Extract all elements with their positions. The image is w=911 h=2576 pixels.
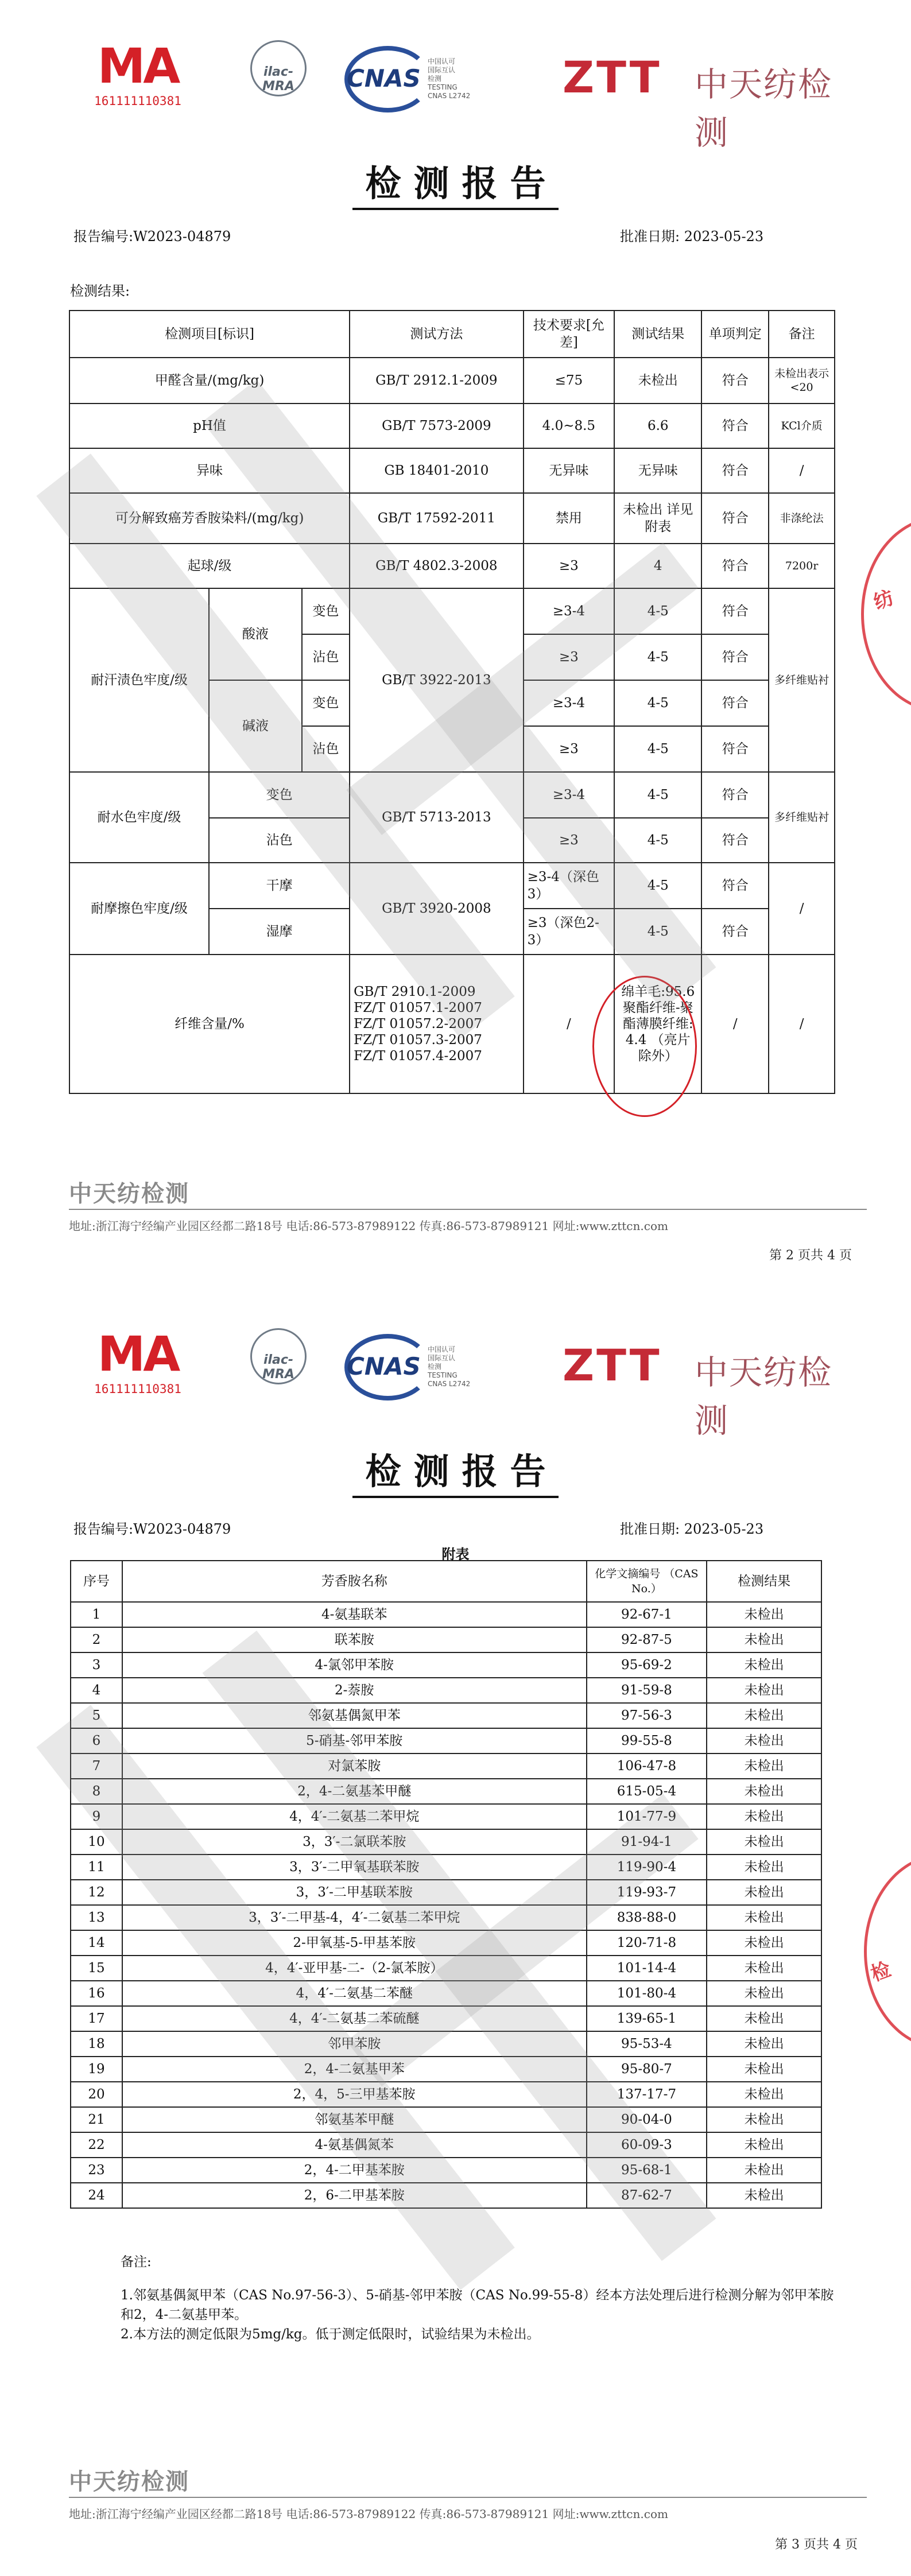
cell: 未检出 [707, 1880, 821, 1905]
cell: 90-04-0 [587, 2107, 707, 2132]
note-line: 1.邻氨基偶氮甲苯（CAS No.97-56-3）、5-硝基-邻甲苯胺（CAS No.99-55-8）经本方法处理后进行检测分解为邻甲苯胺和2，4-二氨基甲苯。 [121, 2288, 834, 2322]
cell: 甲醛含量/(mg/kg) [69, 358, 350, 404]
cell: 绵羊毛:95.6 聚酯纤维-聚酯薄膜纤维: 4.4 （亮片除外） [614, 955, 701, 1093]
cell: 2，4-二氨基甲苯 [122, 2057, 587, 2082]
cell: 20 [71, 2082, 122, 2107]
header-cell: 测试方法 [350, 311, 523, 358]
ilac-text: ilac-MRA [262, 1353, 294, 1382]
seal-stamp-text: 纺 [870, 586, 897, 615]
cell: 符合 [701, 544, 769, 588]
cell: 2，6-二甲基苯胺 [122, 2183, 587, 2208]
cell: 4-5 [614, 772, 701, 818]
cnas-sub-line: 检测 [428, 1363, 442, 1371]
method-line: FZ/T 01057.4-2007 [354, 1049, 482, 1064]
cell: 符合 [701, 448, 769, 493]
cnas-sub-line: 国际互认 [428, 66, 456, 74]
cell: 3，3′-二甲氧基联苯胺 [122, 1855, 587, 1880]
cell: 多纤维贴衬 [769, 772, 835, 863]
cell: 未检出 [614, 358, 701, 404]
cell: 未检出 [707, 2057, 821, 2082]
cell: 101-14-4 [587, 1956, 707, 1981]
cell: 95-53-4 [587, 2031, 707, 2057]
cell: 干摩 [209, 863, 350, 909]
cell: 4，4′-二氨基二苯醚 [122, 1981, 587, 2006]
cell: ≥3-4 [524, 680, 615, 726]
cell: / [769, 863, 835, 955]
cell: 沾色 [209, 818, 350, 863]
cell: 2，4-二氨基苯甲醚 [122, 1779, 587, 1804]
table-row [69, 404, 835, 448]
method-line: GB/T 2910.1-2009 [354, 984, 476, 999]
table-row [69, 493, 835, 544]
cell: GB/T 4802.3-2008 [350, 544, 523, 588]
cell: 3，3′-二甲基-4，4′-二氨基二苯甲烷 [122, 1905, 587, 1930]
cma-mark: MA [97, 1326, 179, 1382]
cma-logo [86, 1328, 189, 1396]
cell: 未检出 详见附表 [614, 493, 701, 544]
cell: 酸液 [209, 588, 302, 680]
ztt-brand: ZTT [563, 1340, 662, 1391]
fiber-methods-cell [350, 955, 523, 1093]
cell: 8 [71, 1779, 122, 1804]
page-title [0, 155, 911, 206]
cnas-logo [344, 1334, 488, 1414]
cell: 119-93-7 [587, 1880, 707, 1905]
footer-logo: 中天纺检测 [69, 1181, 189, 1207]
cell: / [524, 955, 615, 1093]
cell: 耐汗渍色牢度/级 [69, 588, 209, 772]
cell: 119-90-4 [587, 1855, 707, 1880]
header-cell: 检测项目[标识] [69, 311, 350, 358]
table-row [71, 1855, 821, 1880]
approve-date: 批准日期: 2023-05-23 [620, 228, 764, 245]
cell: 未检出 [707, 1728, 821, 1753]
cell: 无异味 [524, 448, 615, 493]
table-row [71, 1602, 821, 1627]
cell: 起球/级 [69, 544, 350, 588]
cell: 2-甲氧基-5-甲基苯胺 [122, 1930, 587, 1956]
cell: 13 [71, 1905, 122, 1930]
cell: 4-氨基联苯 [122, 1602, 587, 1627]
table-row [71, 1880, 821, 1905]
cell: 邻甲苯胺 [122, 2031, 587, 2057]
cell: 符合 [701, 404, 769, 448]
cell: 3，3′-二氯联苯胺 [122, 1829, 587, 1855]
cell: 2-萘胺 [122, 1678, 587, 1703]
method-line: FZ/T 01057.1-2007 [354, 1000, 482, 1015]
cell: 非涤纶法 [769, 493, 835, 544]
ilac-text: ilac-MRA [262, 65, 294, 94]
cell: 未检出 [707, 2031, 821, 2057]
cell: 22 [71, 2132, 122, 2158]
cell: 符合 [701, 634, 769, 680]
cell: 120-71-8 [587, 1930, 707, 1956]
cell: / [769, 955, 835, 1093]
notes [121, 2252, 844, 2344]
cell: 湿摩 [209, 909, 350, 955]
cell: 101-77-9 [587, 1804, 707, 1829]
title-text: 检测报告 [352, 1450, 558, 1498]
cell: 2 [71, 1627, 122, 1652]
cell: 7 [71, 1753, 122, 1779]
header-logos [86, 38, 855, 152]
cnas-sub-line: 中国认可 [428, 1345, 456, 1353]
table-row [71, 2031, 821, 2057]
cell: 符合 [701, 863, 769, 909]
table-row [71, 1779, 821, 1804]
cell: 变色 [209, 772, 350, 818]
header-cell: 备注 [769, 311, 835, 358]
cell: 6 [71, 1728, 122, 1753]
cell: GB/T 17592-2011 [350, 493, 523, 544]
cell: ≥3 [524, 634, 615, 680]
cell: 禁用 [524, 493, 615, 544]
cell: ≥3-4 [524, 588, 615, 634]
cell: 未检出 [707, 2158, 821, 2183]
cell: 10 [71, 1829, 122, 1855]
table-row [71, 1753, 821, 1779]
header-cell: 测试结果 [614, 311, 701, 358]
cell: 未检出 [707, 2183, 821, 2208]
cnas-subtext [428, 57, 470, 100]
table-row [69, 955, 835, 1093]
ilac-mra-logo [235, 1328, 321, 1414]
cell: 91-59-8 [587, 1678, 707, 1703]
cell: 变色 [302, 588, 350, 634]
cell: 符合 [701, 772, 769, 818]
table-row [71, 2006, 821, 2031]
cnas-sub-line: CNAS L2742 [428, 92, 471, 100]
cell: 符合 [701, 588, 769, 634]
cell: 6.6 [614, 404, 701, 448]
cell: 14 [71, 1930, 122, 1956]
cell: 无异味 [614, 448, 701, 493]
footer-logo: 中天纺检测 [69, 2469, 189, 2495]
footer-divider [69, 2497, 867, 2498]
cell: / [769, 448, 835, 493]
table-row [71, 1981, 821, 2006]
cell: 4-5 [614, 588, 701, 634]
page-number: 第 3 页共 4 页 [775, 2538, 858, 2552]
table-row [71, 2183, 821, 2208]
cell: 7200r [769, 544, 835, 588]
report-number: 报告编号:W2023-04879 [73, 228, 231, 245]
cnas-text: CNAS [347, 64, 421, 92]
cell: GB/T 7573-2009 [350, 404, 523, 448]
cell: 符合 [701, 680, 769, 726]
cell: ≥3 [524, 726, 615, 772]
cell: 23 [71, 2158, 122, 2183]
cell: 87-62-7 [587, 2183, 707, 2208]
table-row [69, 588, 835, 634]
ilac-globe-icon [250, 40, 307, 96]
report-number: 报告编号:W2023-04879 [73, 1521, 231, 1537]
cell: 未检出 [707, 1703, 821, 1728]
cell: GB/T 5713-2013 [350, 772, 523, 863]
cell: pH值 [69, 404, 350, 448]
cnas-sub-line: TESTING [428, 83, 458, 91]
cell: 4-5 [614, 818, 701, 863]
table-row [71, 1728, 821, 1753]
table-row [71, 2082, 821, 2107]
cell: 2，4-二甲基苯胺 [122, 2158, 587, 2183]
annex-table [70, 1560, 822, 2209]
table-row [71, 2158, 821, 2183]
cell: 邻氨基苯甲醚 [122, 2107, 587, 2132]
cell: 未检出 [707, 1829, 821, 1855]
cell: 耐水色牢度/级 [69, 772, 209, 863]
ztt-brand-cn: 中天纺检测 [695, 65, 833, 152]
cell: 24 [71, 2183, 122, 2208]
cell: 未检出 [707, 1753, 821, 1779]
cnas-subtext [428, 1345, 470, 1388]
cell: 15 [71, 1956, 122, 1981]
page-number: 第 2 页共 4 页 [769, 1248, 852, 1263]
table-row [71, 1956, 821, 1981]
cell: 联苯胺 [122, 1627, 587, 1652]
cell: 沾色 [302, 726, 350, 772]
table-row [69, 863, 835, 909]
cell: 4-5 [614, 680, 701, 726]
method-line: FZ/T 01057.3-2007 [354, 1033, 482, 1048]
cell: 99-55-8 [587, 1728, 707, 1753]
cell: 未检出 [707, 2132, 821, 2158]
cell: 碱液 [209, 680, 302, 772]
table-row [71, 2132, 821, 2158]
table-row [69, 448, 835, 493]
table-row [71, 1905, 821, 1930]
table-header-row [69, 311, 835, 358]
cell: 未检出 [707, 1930, 821, 1956]
cell: 4 [614, 544, 701, 588]
cell: 未检出 [707, 1804, 821, 1829]
cell: 未检出 [707, 1981, 821, 2006]
cell: 可分解致癌芳香胺染料/(mg/kg) [69, 493, 350, 544]
table-row [71, 1703, 821, 1728]
cnas-logo [344, 46, 488, 126]
cell: 未检出 [707, 1627, 821, 1652]
cell: 3，3′-二甲基联苯胺 [122, 1880, 587, 1905]
header-cell: 化学文摘编号 （CAS No.） [587, 1561, 707, 1602]
cell: 95-69-2 [587, 1652, 707, 1678]
header-cell: 单项判定 [701, 311, 769, 358]
cell: 符合 [701, 493, 769, 544]
title-text: 检测报告 [352, 162, 558, 210]
cell: 838-88-0 [587, 1905, 707, 1930]
seal-stamp-text: 检 [867, 1958, 894, 1987]
cell: 92-87-5 [587, 1627, 707, 1652]
cell: 101-80-4 [587, 1981, 707, 2006]
note-line: 2.本方法的测定低限为5mg/kg。低于测定低限时，试验结果为未检出。 [121, 2327, 540, 2342]
ztt-brand-cn: 中天纺检测 [695, 1353, 833, 1440]
cell: 未检出 [707, 2107, 821, 2132]
cell: GB/T 2912.1-2009 [350, 358, 523, 404]
cell: 16 [71, 1981, 122, 2006]
cell: 未检出 [707, 1678, 821, 1703]
cell: 12 [71, 1880, 122, 1905]
method-line: FZ/T 01057.2-2007 [354, 1017, 482, 1031]
cnas-sub-line: 检测 [428, 75, 442, 83]
cell: 4-氨基偶氮苯 [122, 2132, 587, 2158]
cell: GB/T 3920-2008 [350, 863, 523, 955]
cell: 615-05-4 [587, 1779, 707, 1804]
cell: 4.0~8.5 [524, 404, 615, 448]
footer-address: 地址:浙江海宁经编产业园区经都二路18号 电话:86-573-87989122 传真:86-573-87989121 网址:www.zttcn.com [69, 1219, 668, 1233]
cell: KCl介质 [769, 404, 835, 448]
cnas-sub-line: CNAS L2742 [428, 1380, 471, 1388]
cell: ≥3-4（深色3） [524, 863, 615, 909]
cell: 139-65-1 [587, 2006, 707, 2031]
cnas-sub-line: TESTING [428, 1371, 458, 1379]
cell: 未检出 [707, 1956, 821, 1981]
cell: 95-68-1 [587, 2158, 707, 2183]
table-row [69, 544, 835, 588]
cell: / [701, 955, 769, 1093]
cell: ≥3 [524, 818, 615, 863]
cell: 4-5 [614, 863, 701, 909]
cma-number: 161111110381 [94, 1382, 181, 1396]
cell: 11 [71, 1855, 122, 1880]
cell: 耐摩擦色牢度/级 [69, 863, 209, 955]
cell: 19 [71, 2057, 122, 2082]
header-cell: 检测结果 [707, 1561, 821, 1602]
results-label: 检测结果: [70, 283, 130, 299]
cnas-sub-line: 国际互认 [428, 1354, 456, 1362]
cell: 未检出表示<20 [769, 358, 835, 404]
table-header-row [71, 1561, 821, 1602]
cnas-sub-line: 中国认可 [428, 57, 456, 65]
table-row [69, 772, 835, 818]
cell: 97-56-3 [587, 1703, 707, 1728]
cell: 60-09-3 [587, 2132, 707, 2158]
cell: 9 [71, 1804, 122, 1829]
table-row [71, 2107, 821, 2132]
cma-logo [86, 40, 189, 108]
cell: 4，4′-亚甲基-二-（2-氯苯胺） [122, 1956, 587, 1981]
cell: 91-94-1 [587, 1829, 707, 1855]
cell: 106-47-8 [587, 1753, 707, 1779]
cell: 未检出 [707, 2082, 821, 2107]
cell: 1 [71, 1602, 122, 1627]
cell: 92-67-1 [587, 1602, 707, 1627]
cell: GB 18401-2010 [350, 448, 523, 493]
cell: 21 [71, 2107, 122, 2132]
cell: 符合 [701, 726, 769, 772]
results-table [69, 310, 835, 1094]
cell: 17 [71, 2006, 122, 2031]
cell: 未检出 [707, 1779, 821, 1804]
notes-title: 备注: [121, 2255, 152, 2269]
cell: 纤维含量/% [69, 955, 350, 1093]
header-cell: 序号 [71, 1561, 122, 1602]
cell: 4 [71, 1678, 122, 1703]
header-logos [86, 1326, 855, 1440]
cell: 未检出 [707, 1855, 821, 1880]
cell: 未检出 [707, 1905, 821, 1930]
cell: 95-80-7 [587, 2057, 707, 2082]
table-row [71, 1627, 821, 1652]
cell: 4-5 [614, 909, 701, 955]
ilac-mra-logo [235, 40, 321, 126]
cnas-text: CNAS [347, 1352, 421, 1380]
cell: 多纤维贴衬 [769, 588, 835, 772]
page-title [0, 1443, 911, 1494]
table-row [71, 1652, 821, 1678]
cell: 2，4，5-三甲基苯胺 [122, 2082, 587, 2107]
table-row [71, 1678, 821, 1703]
cell: 137-17-7 [587, 2082, 707, 2107]
cell: ≤75 [524, 358, 615, 404]
cell: 4，4′-二氨基二苯硫醚 [122, 2006, 587, 2031]
table-row [69, 358, 835, 404]
cell: 3 [71, 1652, 122, 1678]
cell: 4-5 [614, 726, 701, 772]
cell: 邻氨基偶氮甲苯 [122, 1703, 587, 1728]
header-cell: 芳香胺名称 [122, 1561, 587, 1602]
cell: 5 [71, 1703, 122, 1728]
cell: 4，4′-二氨基二苯甲烷 [122, 1804, 587, 1829]
cell: ≥3 [524, 544, 615, 588]
ztt-brand: ZTT [563, 52, 662, 103]
cell: 未检出 [707, 2006, 821, 2031]
cell: 异味 [69, 448, 350, 493]
annex-title: 附表 [441, 1546, 470, 1562]
cell: 未检出 [707, 1652, 821, 1678]
footer-divider [69, 1209, 867, 1210]
cell: 变色 [302, 680, 350, 726]
header-cell: 技术要求[允差] [524, 311, 615, 358]
cell: 符合 [701, 818, 769, 863]
cell: 对氯苯胺 [122, 1753, 587, 1779]
approve-date: 批准日期: 2023-05-23 [620, 1521, 764, 1537]
cell: 18 [71, 2031, 122, 2057]
cell: ≥3（深色2-3） [524, 909, 615, 955]
table-row [71, 1804, 821, 1829]
cma-mark: MA [97, 38, 179, 94]
cell: 5-硝基-邻甲苯胺 [122, 1728, 587, 1753]
table-row [71, 2057, 821, 2082]
cma-number: 161111110381 [94, 94, 181, 108]
cell: 4-氯邻甲苯胺 [122, 1652, 587, 1678]
seal-stamp [861, 517, 911, 712]
footer-address: 地址:浙江海宁经编产业园区经都二路18号 电话:86-573-87989122 传真:86-573-87989121 网址:www.zttcn.com [69, 2507, 668, 2521]
cell: 未检出 [707, 1602, 821, 1627]
ilac-globe-icon [250, 1328, 307, 1384]
cell: 符合 [701, 909, 769, 955]
cell: ≥3-4 [524, 772, 615, 818]
cell: 符合 [701, 358, 769, 404]
cell: 4-5 [614, 634, 701, 680]
cell: 沾色 [302, 634, 350, 680]
table-row [71, 1829, 821, 1855]
cell: GB/T 3922-2013 [350, 588, 523, 772]
table-row [71, 1930, 821, 1956]
